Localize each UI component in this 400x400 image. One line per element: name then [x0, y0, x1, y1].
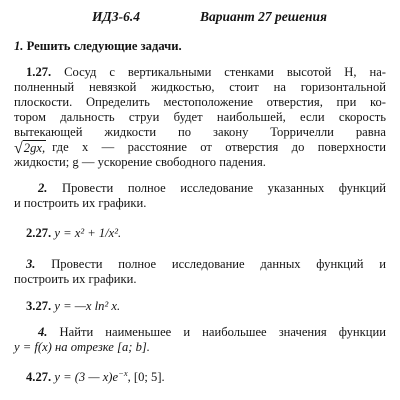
section-4-line-2: y = f(x) на отрезке [a; b].: [14, 340, 150, 354]
section-1-heading: [14, 39, 182, 54]
section-3-line-1: [26, 257, 386, 272]
section-3-text: Провести полное исследование данных функций и: [51, 257, 386, 271]
section-4-line-1: [38, 325, 386, 340]
sqrt-icon: √: [14, 140, 23, 157]
problem-3-row: [26, 299, 120, 314]
problem-4-formula: y = (3 — x)e: [54, 370, 119, 384]
problem-2-number: 2.27.: [26, 226, 52, 240]
problem-1-line-5: вытекающей жидкости по закону Торричелли равна: [14, 125, 386, 139]
problem-1-line-1: [26, 65, 386, 80]
section-4-text: Найти наименьшее и наибольшее значения функции: [59, 325, 386, 339]
problem-4-interval: , [0; 5].: [127, 370, 165, 384]
problem-4-number: 4.27.: [26, 370, 52, 384]
problem-1-line-2: полненный невязкой жидкостью, стоит на горизонтальной: [14, 80, 386, 94]
section-2-line-2: и построить их графики.: [14, 196, 147, 210]
sqrt-expression: [14, 140, 46, 156]
problem-1-number: 1.27.: [26, 65, 52, 79]
section-2-text: Провести полное исследование указанных функций: [62, 181, 386, 195]
problem-3-formula: y = —x ln² x.: [54, 299, 121, 313]
problem-4-row: [26, 370, 165, 385]
problem-3-number: 3.27.: [26, 299, 52, 313]
problem-1-line-6-text: где x — расстояние от отверстия до поверхности: [52, 140, 386, 154]
section-1-title: Решить следующие задачи.: [26, 39, 182, 53]
problem-2-formula: y = x² + 1/x².: [54, 226, 122, 240]
section-3-line-2: построить их графики.: [14, 272, 137, 286]
problem-4-exponent: −x: [118, 368, 128, 378]
problem-1-line-4: тором дальность струи будет наибольшей, если скорость: [14, 110, 386, 124]
section-2-line-1: [38, 181, 386, 196]
section-3-number: 3.: [26, 257, 36, 271]
problem-2-row: [26, 226, 121, 241]
problem-1-line-6: [14, 140, 386, 156]
header-variant: Вариант 27 решения: [200, 9, 327, 24]
section-4-number: 4.: [38, 325, 48, 339]
problem-1-line-3: плоскости. Определить местоположение отверстия, при ко-: [14, 95, 386, 109]
problem-1-text: Сосуд с вертикальными стенками высотой H, на-: [64, 65, 386, 79]
header-code: ИДЗ-6.4: [92, 9, 140, 24]
section-2-number: 2.: [38, 181, 48, 195]
sqrt-radicand: 2gx,: [23, 141, 46, 155]
problem-1-line-7: жидкости; g — ускорение свободного падения.: [14, 155, 266, 169]
section-1-number: 1.: [14, 39, 24, 53]
